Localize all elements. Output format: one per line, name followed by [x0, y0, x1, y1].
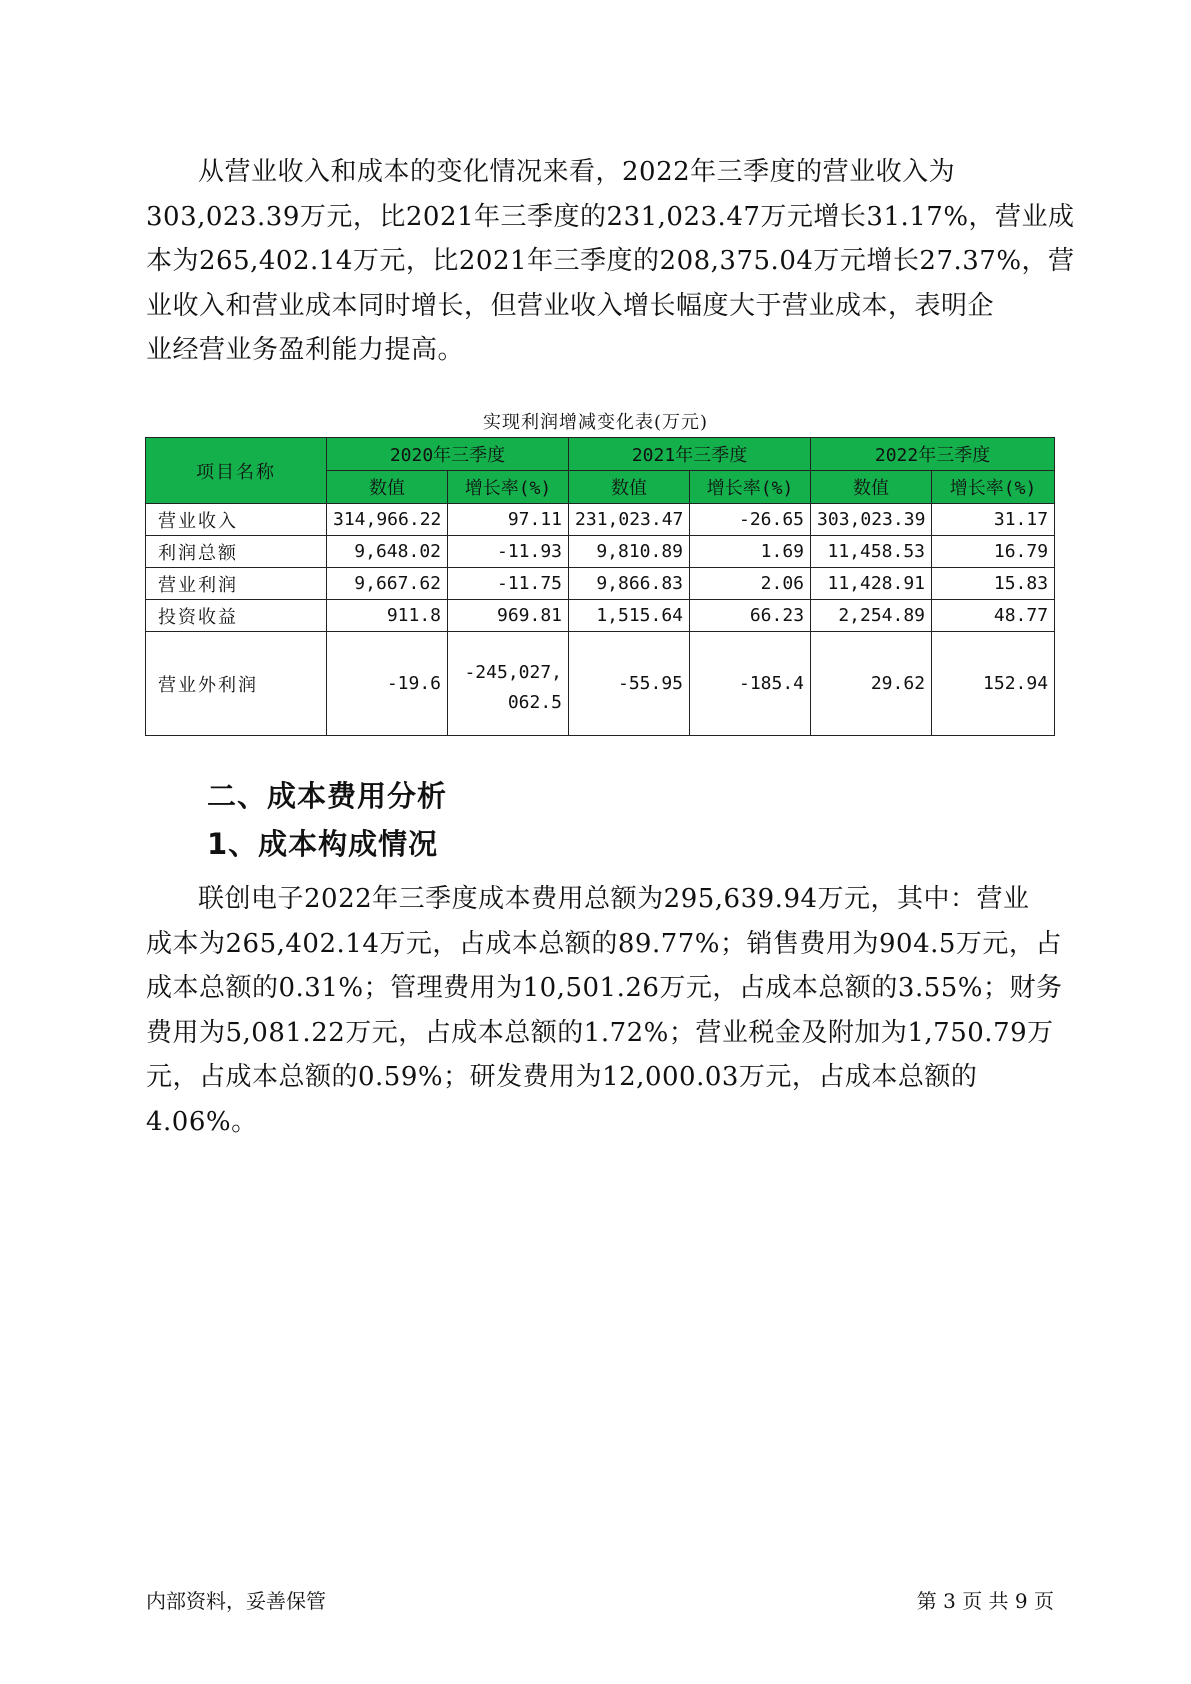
- table-row: [146, 536, 1055, 568]
- header-value: 数值: [569, 471, 690, 504]
- table-cell: 48.77: [932, 600, 1055, 632]
- table-cell: 29.62: [811, 632, 932, 736]
- row-label: 营业外利润: [146, 632, 327, 736]
- header-growth-rate: 增长率(%): [690, 471, 811, 504]
- table-cell: 9,648.02: [327, 536, 448, 568]
- header-growth-rate: 增长率(%): [448, 471, 569, 504]
- header-value: 数值: [327, 471, 448, 504]
- table-cell: 911.8: [327, 600, 448, 632]
- intro-paragraph: [146, 150, 1075, 373]
- row-label: 营业利润: [146, 568, 327, 600]
- table-cell: 66.23: [690, 600, 811, 632]
- table-cell: 9,810.89: [569, 536, 690, 568]
- table-cell: 15.83: [932, 568, 1055, 600]
- header-period: 2020年三季度: [327, 438, 569, 471]
- paragraph-line: 业收入和营业成本同时增长，但营业收入增长幅度大于营业成本，表明企: [146, 290, 995, 321]
- paragraph-line: 费用为5,081.22万元，占成本总额的1.72%；营业税金及附加为1,750.79万: [146, 1017, 1054, 1048]
- cost-paragraph: [146, 877, 1063, 1145]
- header-value: 数值: [811, 471, 932, 504]
- header-period: 2021年三季度: [569, 438, 811, 471]
- table-row: [146, 600, 1055, 632]
- table-cell: 9,866.83: [569, 568, 690, 600]
- table-cell: -11.93: [448, 536, 569, 568]
- paragraph-line: 业经营业务盈利能力提高。: [146, 335, 465, 366]
- table-cell: 16.79: [932, 536, 1055, 568]
- page-number: 第 3 页 共 9 页: [916, 1589, 1054, 1613]
- paragraph-line: 联创电子2022年三季度成本费用总额为295,639.94万元，其中：营业: [198, 884, 1030, 914]
- table-cell: 152.94: [932, 632, 1055, 736]
- paragraph-line: 303,023.39万元，比2021年三季度的231,023.47万元增长31.17%，营业成: [146, 201, 1075, 232]
- table-cell: 969.81: [448, 600, 569, 632]
- profit-change-table: [145, 437, 1055, 736]
- paragraph-line: 成本总额的0.31%；管理费用为10,501.26万元，占成本总额的3.55%；财务: [146, 973, 1063, 1004]
- table-cell: 97.11: [448, 504, 569, 536]
- table-cell: 11,458.53: [811, 536, 932, 568]
- header-growth-rate: 增长率(%): [932, 471, 1055, 504]
- paragraph-line: 本为265,402.14万元，比2021年三季度的208,375.04万元增长27.37%，营: [146, 246, 1075, 277]
- table-cell: -55.95: [569, 632, 690, 736]
- table-cell: 1.69: [690, 536, 811, 568]
- table-row: [146, 568, 1055, 600]
- header-period: 2022年三季度: [811, 438, 1055, 471]
- table-cell: 31.17: [932, 504, 1055, 536]
- section-heading: 二、成本费用分析: [207, 779, 448, 813]
- table-cell: 314,966.22: [327, 504, 448, 536]
- table-row: [146, 632, 1055, 736]
- table-cell: 11,428.91: [811, 568, 932, 600]
- header-item-name: 项目名称: [146, 438, 327, 504]
- paragraph-line: 4.06%。: [146, 1106, 258, 1137]
- paragraph-line: 从营业收入和成本的变化情况来看，2022年三季度的营业收入为: [198, 157, 956, 187]
- table-cell: 9,667.62: [327, 568, 448, 600]
- table-row: [146, 504, 1055, 536]
- table-cell: 231,023.47: [569, 504, 690, 536]
- row-label: 投资收益: [146, 600, 327, 632]
- table-cell: -11.75: [448, 568, 569, 600]
- paragraph-line: 元，占成本总额的0.59%；研发费用为12,000.03万元，占成本总额的: [146, 1062, 978, 1093]
- table-cell: 2,254.89: [811, 600, 932, 632]
- table-cell: -26.65: [690, 504, 811, 536]
- footer-confidential-note: 内部资料，妥善保管: [146, 1589, 326, 1613]
- paragraph-line: 成本为265,402.14万元，占成本总额的89.77%；销售费用为904.5万元，占: [146, 928, 1062, 959]
- subsection-heading: 1、成本构成情况: [207, 827, 439, 861]
- table-cell: -185.4: [690, 632, 811, 736]
- row-label: 利润总额: [146, 536, 327, 568]
- row-label: 营业收入: [146, 504, 327, 536]
- table-cell: -245,027,062.5: [448, 632, 569, 736]
- table-cell: -19.6: [327, 632, 448, 736]
- table-cell: 2.06: [690, 568, 811, 600]
- table-cell: 303,023.39: [811, 504, 932, 536]
- table-cell: 1,515.64: [569, 600, 690, 632]
- table-caption: 实现利润增减变化表(万元): [482, 412, 709, 433]
